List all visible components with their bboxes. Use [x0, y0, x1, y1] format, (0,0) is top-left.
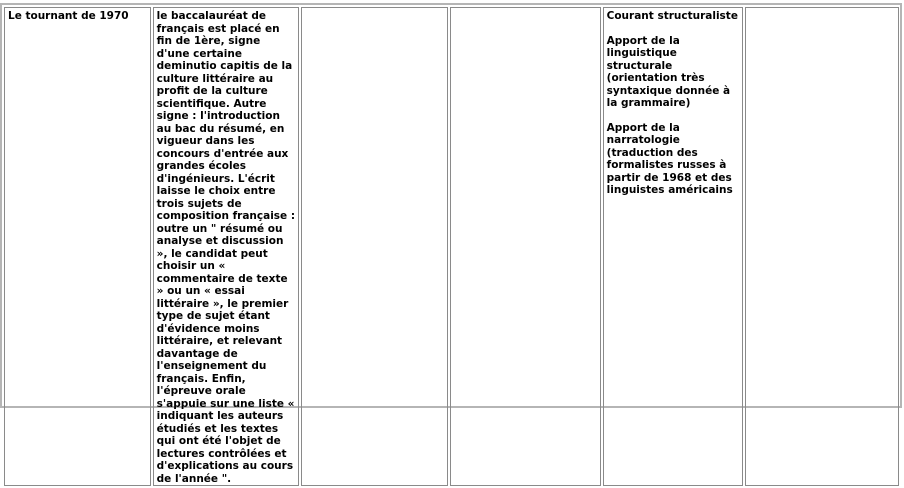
description-cell — [153, 7, 300, 486]
empty-cell-4 — [450, 7, 601, 486]
empty-cell-6 — [745, 7, 899, 486]
theory-heading: Courant structuraliste — [606, 10, 738, 22]
description-text: le baccalauréat de français est placé en fin de 1ère, signe d'une certaine deminutio capitis de la culture littéraire au profit de la culture scientifique. Autre signe : l'introduction au bac du résumé, en vigueur dans les concours d'entrée aux grandes écoles d'ingénieurs. L'écrit laisse le choix entre trois sujets de composition française : outre un " résumé ou analyse et discussion », le candidat peut choisir un « commentaire de texte » ou un « essai littéraire », le premier type de sujet étant d'évidence moins littéraire, et relevant davantage de l'enseignement du français. Enfin, l'épreuve orale s'appuie sur une liste « indiquant les auteurs étudiés et les textes qui ont été l'objet de lectures contrôlées et d'explications au cours de l'année ". — [156, 10, 296, 485]
empty-cell-3 — [301, 7, 448, 486]
period-cell — [4, 7, 151, 486]
period-label: Le tournant de 1970 — [8, 10, 129, 22]
theory-cell — [603, 7, 744, 486]
theory-linguistics: Apport de la linguistique structurale (orientation très syntaxique donnée à la grammaire) — [606, 34, 731, 109]
theory-narratology: Apport de la narratologie (traduction des formalistes russes à partir de 1968 et des linguistes américains — [606, 121, 733, 196]
table-row — [4, 7, 899, 486]
history-table — [2, 5, 901, 488]
